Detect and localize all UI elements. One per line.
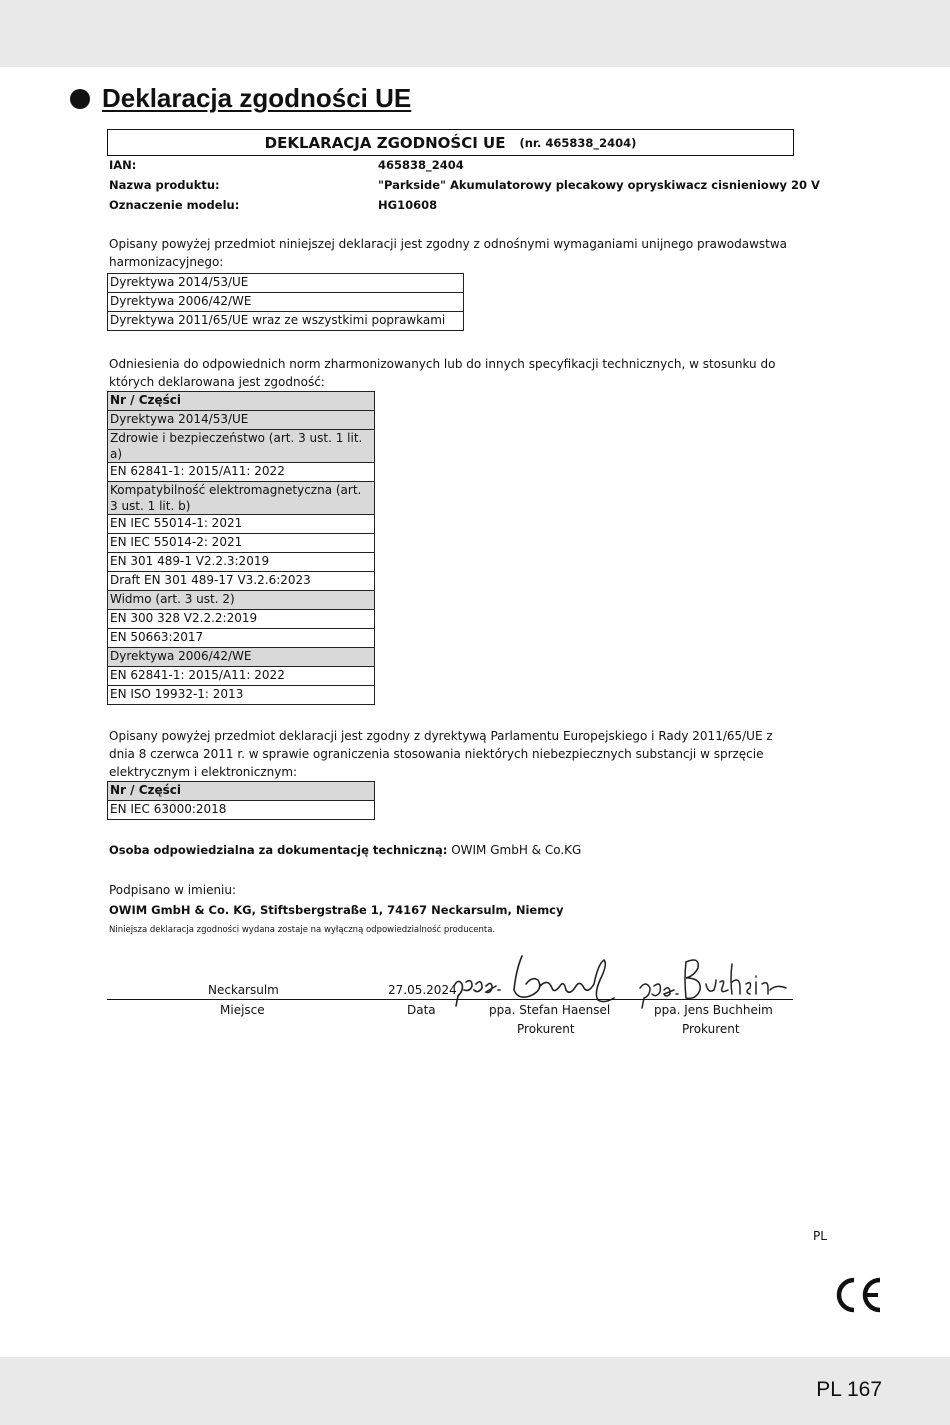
table-row: Draft EN 301 489-17 V3.2.6:2023 (108, 572, 375, 591)
page-heading (70, 83, 411, 114)
signed-on-behalf-label: Podpisano w imieniu: (109, 883, 237, 897)
responsibility-note: Niniejsza deklaracja zgodności wydana zostaje na wyłączną odpowiedzialność producenta. (109, 925, 496, 935)
contact-value: OWIM GmbH & Co.KG (447, 843, 582, 857)
table-row: EN ISO 19932-1: 2013 (108, 686, 375, 705)
table-row: Zdrowie i bezpieczeństwo (art. 3 ust. 1 lit. a) (108, 430, 375, 463)
signer1-role: Prokurent (517, 1022, 575, 1036)
top-band (0, 0, 950, 67)
table-header-cell: Nr / Części (108, 392, 375, 411)
language-marker: PL (813, 1229, 827, 1243)
table-row: Widmo (art. 3 ust. 2) (108, 591, 375, 610)
table-header-cell: Nr / Części (108, 782, 375, 801)
norms-table (107, 391, 375, 705)
declaration-title-box (107, 129, 794, 156)
bullet-icon (70, 89, 90, 109)
table-row: EN 62841-1: 2015/A11: 2022 (108, 667, 375, 686)
directive-row: Dyrektywa 2014/53/UE (108, 274, 464, 293)
rohs-text: Opisany powyżej przedmiot deklaracji jest zgodny z dyrektywą Parlamentu Europejskiego i Rady 2011/65/UE z dnia 8 czerwca 2011 r. w sprawie ograniczenia stosowania niektórych niebezpiecznych substancji w sprzęcie elektrycznym i elektronicznym: (109, 729, 773, 779)
directive-row: Dyrektywa 2011/65/UE wraz ze wszystkimi poprawkami (108, 312, 464, 331)
signer2-role: Prokurent (682, 1022, 740, 1036)
declaration-number: (nr. 465838_2404) (519, 135, 637, 150)
table-row: EN 62841-1: 2015/A11: 2022 (108, 463, 375, 482)
table-row: EN 300 328 V2.2.2:2019 (108, 610, 375, 629)
directive-row: Dyrektywa 2006/42/WE (108, 293, 464, 312)
table-row: Dyrektywa 2006/42/WE (108, 648, 375, 667)
norms-text: Odniesienia do odpowiednich norm zharmonizowanych lub do innych specyfikacji technicznych, w stosunku do których deklarowana jest zgodność: (109, 357, 776, 389)
signed-company: OWIM GmbH & Co. KG, Stiftsbergstraße 1, 74167 Neckarsulm, Niemcy (109, 903, 564, 917)
technical-documentation-contact (109, 843, 581, 857)
signer2-name: ppa. Jens Buchheim (654, 1003, 773, 1017)
place-value: Neckarsulm (208, 983, 279, 997)
field-label-ian: IAN: (109, 158, 137, 172)
table-row: Dyrektywa 2014/53/UE (108, 411, 375, 430)
page-title: Deklaracja zgodności UE (102, 83, 412, 113)
table-row: EN IEC 63000:2018 (108, 801, 375, 820)
field-label-model: Oznaczenie modelu: (109, 198, 240, 212)
table-row: EN 50663:2017 (108, 629, 375, 648)
table-row: EN IEC 55014-2: 2021 (108, 534, 375, 553)
table-row: EN IEC 55014-1: 2021 (108, 515, 375, 534)
bottom-band (0, 1357, 950, 1425)
signer1-name: ppa. Stefan Haensel (489, 1003, 611, 1017)
ce-mark-icon (832, 1276, 884, 1314)
signature-buchheim (636, 954, 792, 1010)
table-row: Kompatybilność elektromagnetyczna (art. 3 ust. 1 lit. b) (108, 482, 375, 515)
field-label-product: Nazwa produktu: (109, 178, 220, 192)
directives-table (107, 273, 464, 331)
signature-line (107, 999, 793, 1000)
field-value-model: HG10608 (378, 198, 438, 212)
table-row: EN 301 489-1 V2.2.3:2019 (108, 553, 375, 572)
date-label: Data (407, 1003, 436, 1017)
field-value-product: "Parkside" Akumulatorowy plecakowy opryskiwacz cisnieniowy 20 V (378, 178, 820, 192)
place-label: Miejsce (220, 1003, 265, 1017)
intro-text: Opisany powyżej przedmiot niniejszej deklaracji jest zgodny z odnośnymi wymaganiami unijnego prawodawstwa harmonizacyjnego: (109, 237, 788, 269)
declaration-title: DEKLARACJA ZGODNOŚCI UE (264, 133, 506, 152)
field-value-ian: 465838_2404 (378, 158, 464, 172)
contact-label: Osoba odpowiedzialna za dokumentację techniczną: (109, 843, 448, 857)
page-number: PL 167 (816, 1378, 882, 1401)
date-value: 27.05.2024 (388, 983, 457, 997)
rohs-table (107, 781, 375, 820)
